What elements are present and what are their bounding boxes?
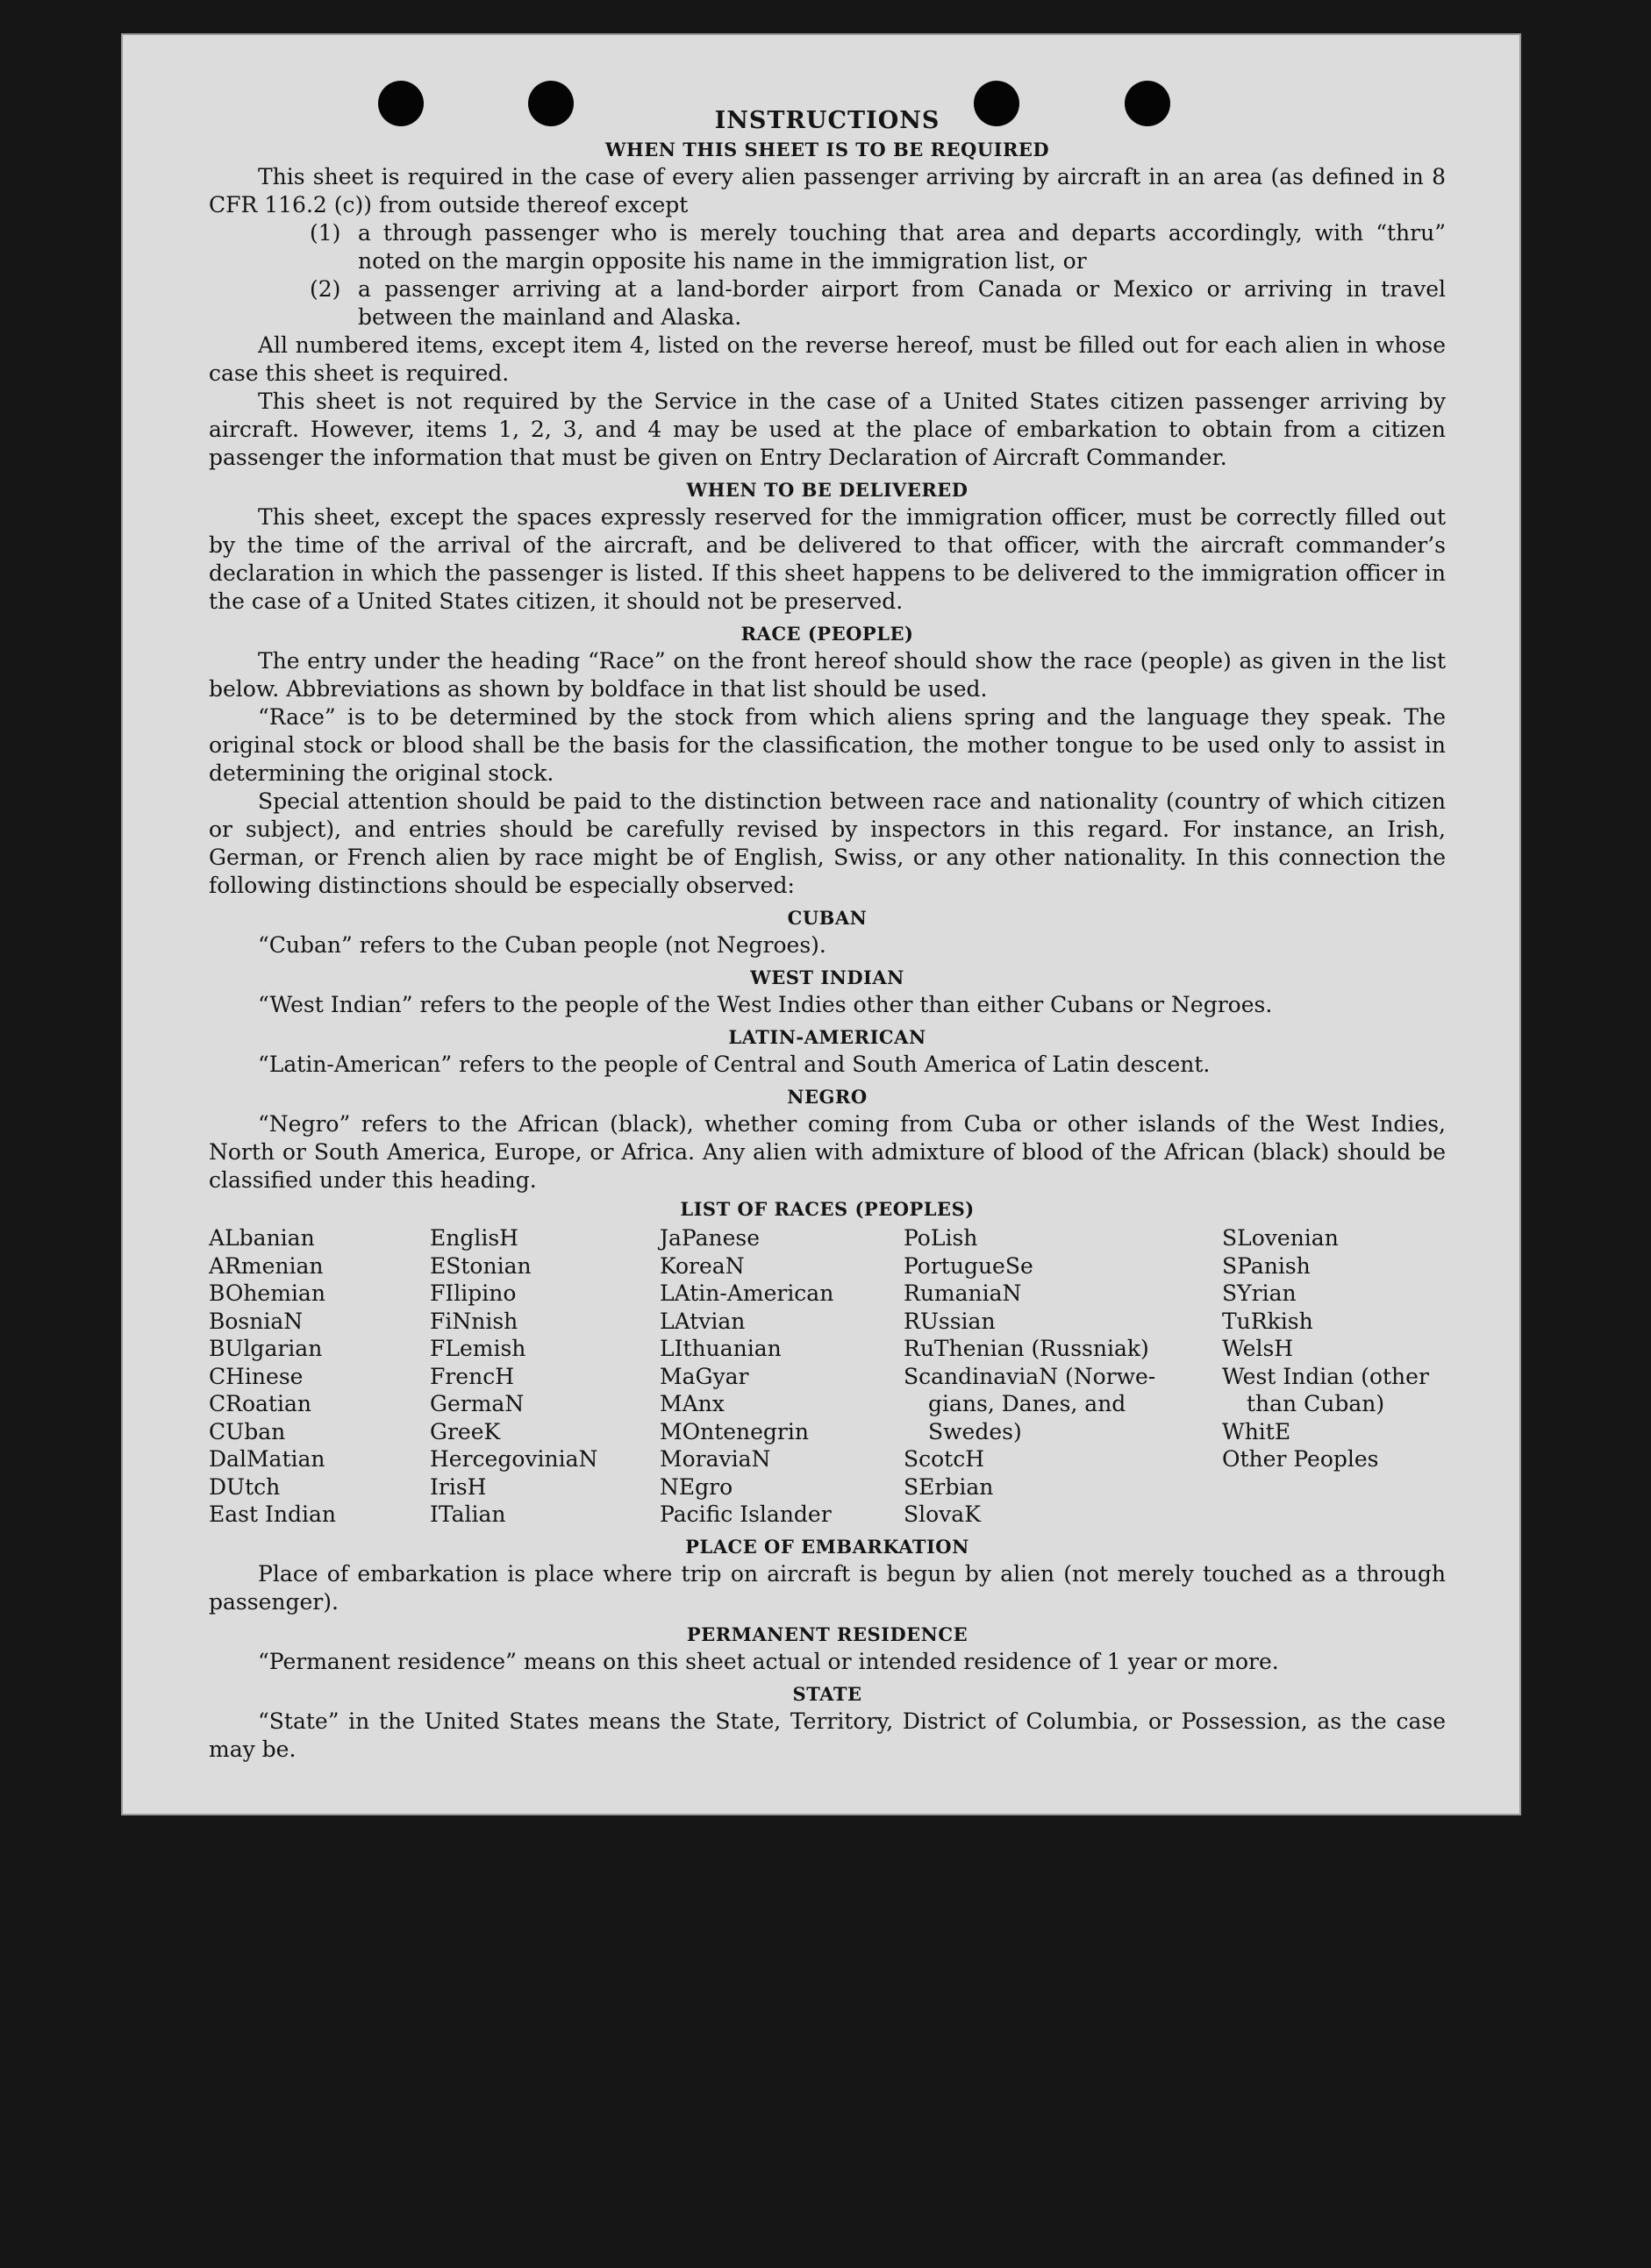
race-entry: ScandinaviaN (Norwe- bbox=[904, 1363, 1156, 1389]
race-entry: EStonian bbox=[430, 1252, 532, 1279]
races-column bbox=[430, 1224, 660, 1529]
races-column bbox=[660, 1224, 904, 1529]
race-entry: MAnx bbox=[660, 1391, 725, 1416]
paragraph: “Race” is to be determined by the stock from which aliens spring and the language they speak. The original stock or blood shall be the basis for the classification, the mother tongue to be used only to assist in determining the original stock. bbox=[209, 704, 1446, 786]
paragraph: “West Indian” refers to the people of the West Indies other than either Cubans or Negroes. bbox=[258, 992, 1273, 1017]
list-item bbox=[310, 275, 1446, 332]
race-entry: Swedes) bbox=[928, 1418, 1022, 1444]
race-entry: RuThenian (Russniak) bbox=[904, 1336, 1149, 1361]
paragraph: “Cuban” refers to the Cuban people (not Negroes). bbox=[258, 932, 826, 958]
race-entry: East Indian bbox=[209, 1501, 336, 1527]
instructions-text bbox=[209, 107, 1446, 1764]
races-column bbox=[904, 1224, 1222, 1529]
paragraph: “Latin-American” refers to the people of Central and South America of Latin descent. bbox=[258, 1052, 1211, 1077]
race-entry: TuRkish bbox=[1222, 1308, 1313, 1334]
item-text: a through passenger who is merely touching that area and departs accordingly, with “thru” noted on the margin opposite his name in the immigration list, or bbox=[358, 220, 1446, 274]
paragraph: “Permanent residence” means on this sheet actual or intended residence of 1 year or more. bbox=[258, 1648, 1279, 1674]
paragraph: All numbered items, except item 4, listed on the reverse hereof, must be filled out for each alien in whose case this sheet is required. bbox=[209, 332, 1446, 386]
race-entry: PoLish bbox=[904, 1225, 978, 1251]
list-item bbox=[310, 219, 1446, 275]
race-entry: SPanish bbox=[1222, 1252, 1311, 1279]
race-entry: FrencH bbox=[430, 1363, 514, 1389]
paragraph: Place of embarkation is place where trip on aircraft is begun by alien (not merely touched as a through passenger). bbox=[209, 1560, 1446, 1615]
race-entry: EnglisH bbox=[430, 1225, 518, 1251]
paragraph: The entry under the heading “Race” on the front hereof should show the race (people) as given in the list below. Abbreviations as shown by boldface in that list should be used. bbox=[209, 648, 1446, 702]
race-entry: LAtvian bbox=[660, 1308, 746, 1334]
race-entry: BOhemian bbox=[209, 1280, 325, 1306]
race-entry: KoreaN bbox=[660, 1252, 745, 1279]
race-entry: DalMatian bbox=[209, 1446, 325, 1472]
heading-negro: NEGRO bbox=[787, 1086, 868, 1108]
race-entry: DUtch bbox=[209, 1473, 281, 1500]
race-entry: CHinese bbox=[209, 1363, 304, 1389]
race-entry: SErbian bbox=[904, 1473, 994, 1500]
item-text: a passenger arriving at a land-border airport from Canada or Mexico or arriving in travel between the mainland and Alaska. bbox=[358, 276, 1446, 330]
race-entry: MoraviaN bbox=[660, 1446, 771, 1472]
race-entry: ITalian bbox=[430, 1501, 506, 1527]
heading-latin-american: LATIN-AMERICAN bbox=[728, 1026, 926, 1048]
heading-permanent-residence: PERMANENT RESIDENCE bbox=[686, 1623, 968, 1645]
race-entry: BUlgarian bbox=[209, 1336, 323, 1361]
paragraph: Special attention should be paid to the distinction between race and nationality (country of which citizen or subject), and entries should be carefully revised by inspectors in this regard. For instance, an Irish, German, or French alien by race might be of English, Swiss, or any other nationality. In this connection the following distinctions should be especially observed: bbox=[209, 788, 1446, 898]
race-entry: gians, Danes, and bbox=[928, 1391, 1126, 1416]
race-entry: HercegoviniaN bbox=[430, 1446, 598, 1472]
races-column bbox=[1222, 1224, 1446, 1529]
heading-when-required: WHEN THIS SHEET IS TO BE REQUIRED bbox=[604, 139, 1050, 160]
race-entry: JaPanese bbox=[660, 1225, 761, 1251]
race-entry: MaGyar bbox=[660, 1363, 749, 1389]
heading-state: STATE bbox=[792, 1682, 862, 1705]
race-entry: SlovaK bbox=[904, 1501, 981, 1527]
race-entry: WhitE bbox=[1222, 1418, 1291, 1444]
item-number: (2) bbox=[310, 276, 341, 302]
paragraph: This sheet, except the spaces expressly reserved for the immigration officer, must be correctly filled out by the time of the arrival of the aircraft, and be delivered to that officer, with the aircraft commander’s declaration in which the passenger is listed. If this sheet happens to be delivered to the immigration officer in the case of a United States citizen, it should not be preserved. bbox=[209, 504, 1446, 614]
race-entry: RumaniaN bbox=[904, 1280, 1022, 1306]
race-entry: CUban bbox=[209, 1418, 286, 1444]
race-entry: SYrian bbox=[1222, 1280, 1297, 1306]
race-entry: ARmenian bbox=[209, 1252, 324, 1279]
race-entry: West Indian (other bbox=[1222, 1363, 1429, 1389]
race-entry: RUssian bbox=[904, 1308, 996, 1334]
race-entry: MOntenegrin bbox=[660, 1418, 809, 1444]
race-entry: WelsH bbox=[1222, 1336, 1294, 1361]
race-entry: LIthuanian bbox=[660, 1336, 782, 1361]
race-entry: GermaN bbox=[430, 1391, 525, 1416]
heading-list-of-races: LIST OF RACES (PEOPLES) bbox=[680, 1198, 975, 1220]
page-title: INSTRUCTIONS bbox=[714, 107, 940, 134]
paragraph: This sheet is required in the case of every alien passenger arriving by aircraft in an area (as defined in 8 CFR 116.2 (c)) from outside thereof except bbox=[209, 164, 1446, 218]
race-entry: IrisH bbox=[430, 1473, 487, 1500]
race-entry: BosniaN bbox=[209, 1308, 304, 1334]
race-entry: SLovenian bbox=[1222, 1225, 1339, 1251]
paragraph: “State” in the United States means the State, Territory, District of Columbia, or Possession, as the case may be. bbox=[209, 1708, 1446, 1762]
race-entry: GreeK bbox=[430, 1418, 501, 1444]
race-entry: FiNnish bbox=[430, 1308, 518, 1334]
paragraph: “Negro” refers to the African (black), whether coming from Cuba or other islands of the West Indies, North or South America, Europe, or Africa. Any alien with admixture of blood of the African (black) should be classified under this heading. bbox=[209, 1111, 1446, 1193]
race-entry: PortugueSe bbox=[904, 1252, 1033, 1279]
heading-west-indian: WEST INDIAN bbox=[750, 966, 904, 988]
races-column bbox=[209, 1224, 430, 1529]
race-entry: FLemish bbox=[430, 1336, 526, 1361]
race-entry: LAtin-American bbox=[660, 1280, 834, 1306]
heading-when-delivered: WHEN TO BE DELIVERED bbox=[686, 479, 968, 501]
race-entry: CRoatian bbox=[209, 1391, 311, 1416]
races-table bbox=[209, 1224, 1446, 1529]
item-number: (1) bbox=[310, 220, 341, 246]
paragraph: This sheet is not required by the Service in the case of a United States citizen passenger arriving by aircraft. However, items 1, 2, 3, and 4 may be used at the place of embarkation to obtain from a citizen passenger the information that must be given on Entry Declaration of Aircraft Commander. bbox=[209, 389, 1446, 470]
heading-place-of-embarkation: PLACE OF EMBARKATION bbox=[685, 1535, 969, 1558]
race-entry: Other Peoples bbox=[1222, 1446, 1379, 1472]
race-entry: FIlipino bbox=[430, 1280, 517, 1306]
race-entry: ALbanian bbox=[209, 1225, 315, 1251]
race-entry: ScotcH bbox=[904, 1446, 985, 1472]
heading-race: RACE (PEOPLE) bbox=[740, 623, 914, 645]
heading-cuban: CUBAN bbox=[787, 907, 868, 929]
document-page bbox=[123, 35, 1519, 1814]
race-entry: than Cuban) bbox=[1247, 1391, 1385, 1416]
race-entry: NEgro bbox=[660, 1473, 733, 1500]
race-entry: Pacific Islander bbox=[660, 1501, 832, 1527]
